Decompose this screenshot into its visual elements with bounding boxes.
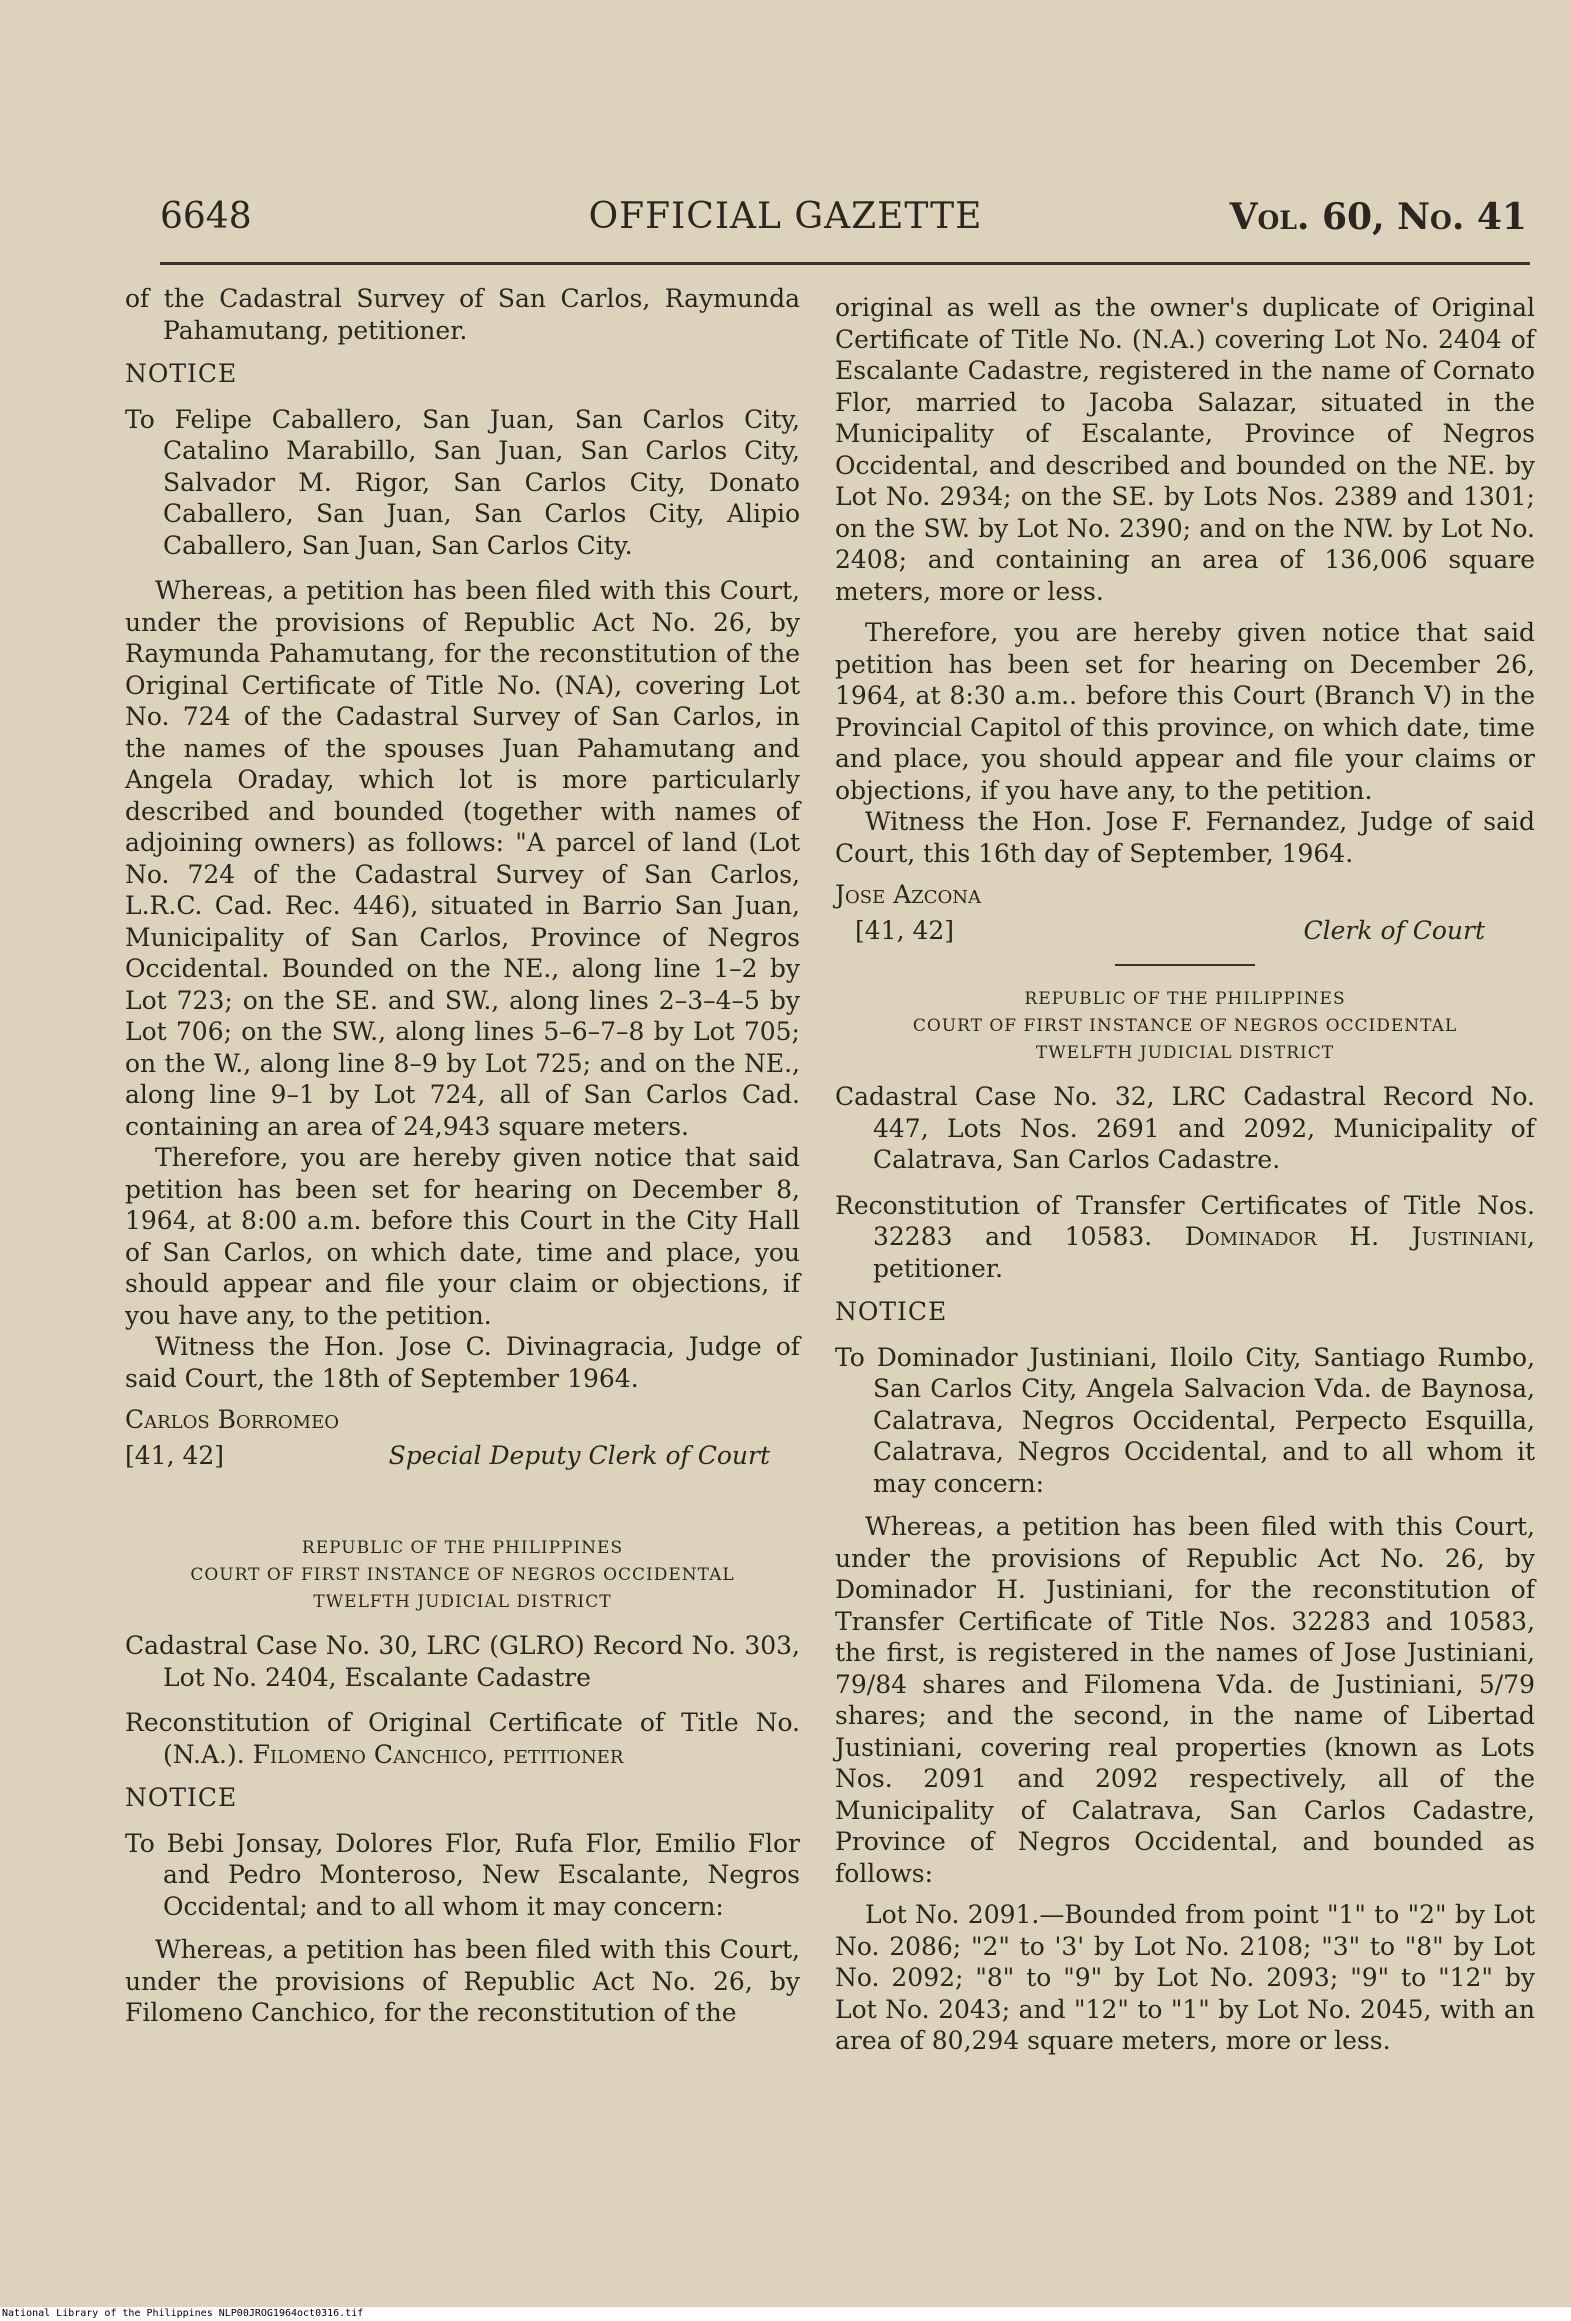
scan-footer: National Library of the Philippines NLP00JROG1964oct0316.tif	[0, 2307, 1571, 2321]
signature-block	[835, 915, 1535, 947]
reconstitution-text: Reconstitution of Original Certificate of Title No. (N.A.).	[125, 1708, 800, 1769]
petitioner-name: Dominador H. Justiniani,	[1184, 1222, 1535, 1251]
notice-heading: NOTICE	[125, 359, 238, 388]
whereas-paragraph: Whereas, a petition has been filed with this Court, under the provisions of Republic Act No. 26, by Raymunda Pahamutang, for the reconstitution of the Original Certificate of Title No. (NA), covering Lot No. 724 of the Cadastral Survey of San Carlos, in the names of the spouses Juan Pahamutang and Angela Oraday, which lot is more particularly described and bounded (together with names of adjoining owners) as follows: "A parcel of land (Lot No. 724 of the Cadastral Survey of San Carlos, L.R.C. Cad. Rec. 446), situated in Barrio San Juan, Municipality of San Carlos, Province of Negros Occidental. Bounded on the NE., along line 1–2 by Lot 723; on the SE. and SW., along lines 2–3–4–5 by Lot 706; on the SW., along lines 5–6–7–8 by Lot 705; on the W., along line 8–9 by Lot 725; and on the NE., along line 9–1 by Lot 724, all of San Carlos Cad. containing an area of 24,943 square meters.	[125, 576, 800, 1141]
whereas-paragraph: Whereas, a petition has been filed with this Court, under the provisions of Republic Act No. 26, by Filomeno Canchico, for the reconstitution of the	[125, 1935, 800, 2027]
signatory-title: Clerk of Court	[1303, 915, 1485, 945]
section-heading: REPUBLIC OF THE PHILIPPINES	[301, 1538, 624, 1558]
notice-heading: NOTICE	[125, 1783, 238, 1812]
section-heading: REPUBLIC OF THE PHILIPPINES	[1024, 989, 1346, 1009]
section-heading: COURT OF FIRST INSTANCE OF NEGROS OCCIDENTAL	[912, 1016, 1458, 1036]
header-rule	[160, 262, 1530, 265]
signature-block	[125, 1440, 800, 1472]
issue-reference: [41, 42]	[855, 915, 955, 945]
volume-number: Vol. 60, No. 41	[1229, 196, 1527, 238]
addressees: To Bebi Jonsay, Dolores Flor, Rufa Flor, Emilio Flor and Pedro Monteroso, New Escalante, Negros Occidental; and to all whom it may concern:	[125, 1828, 800, 1921]
reconstitution-title	[835, 1190, 1535, 1285]
reconstitution-text: Reconstitution of Transfer Certificates of Title Nos. 32283 and 10583.	[835, 1190, 1535, 1251]
petitioner-name: Filomeno Canchico, petitioner	[252, 1739, 624, 1769]
intro-text: of the Cadastral Survey of San Carlos, Raymunda Pahamutang, petitioner.	[125, 284, 800, 345]
section-heading: TWELFTH JUDICIAL DISTRICT	[313, 1592, 612, 1612]
issue-reference: [41, 42]	[125, 1440, 225, 1470]
petitioner-role: petitioner.	[873, 1253, 1003, 1283]
left-column	[125, 283, 800, 2029]
right-column	[835, 292, 1535, 2057]
whereas-paragraph: Whereas, a petition has been filed with this Court, under the provisions of Republic Act No. 26, by Dominador H. Justiniani, for the reconstitution of Transfer Certificate of Title Nos. 32283 and 10583, the first, is registered in the names of Jose Justiniani, 79/84 shares and Filomena Vda. de Justiniani, 5/79 shares; and the second, in the name of Libertad Justiniani, covering real properties (known as Lots Nos. 2091 and 2092 respectively, all of the Municipality of Calatrava, San Carlos Cadastre, Province of Negros Occidental, and bounded as follows:	[835, 1512, 1535, 1888]
notice-heading: NOTICE	[835, 1297, 948, 1326]
signatory-name: Carlos Borromeo	[125, 1405, 339, 1434]
section-heading: TWELFTH JUDICIAL DISTRICT	[1035, 1043, 1335, 1063]
gazette-title: OFFICIAL GAZETTE	[588, 196, 983, 237]
signatory-name: Jose Azcona	[835, 880, 982, 909]
reconstitution-title	[125, 1707, 800, 1770]
witness-paragraph: Witness the Hon. Jose F. Fernandez, Judge of said Court, this 16th day of September, 1964.	[835, 807, 1535, 868]
case-title: Cadastral Case No. 30, LRC (GLRO) Record No. 303, Lot No. 2404, Escalante Cadastre	[125, 1631, 800, 1692]
lot-description: Lot No. 2091.—Bounded from point "1" to "2" by Lot No. 2086; "2" to '3' by Lot No. 2108; "3" to "8" by Lot No. 2092; "8" to "9" by Lot No. 2093; "9" to "12" by Lot No. 2043; and "12" to "1" by Lot No. 2045, with an area of 80,294 square meters, more or less.	[835, 1900, 1535, 2055]
section-divider	[1115, 964, 1255, 966]
section-heading: COURT OF FIRST INSTANCE OF NEGROS OCCIDENTAL	[190, 1565, 735, 1585]
addressees: To Dominador Justiniani, Iloilo City, Santiago Rumbo, San Carlos City, Angela Salvacion Vda. de Baynosa, Calatrava, Negros Occidental, Perpecto Esquilla, Calatrava, Negros Occidental, and to all whom it may concern:	[835, 1342, 1535, 1498]
witness-paragraph: Witness the Hon. Jose C. Divinagracia, Judge of said Court, the 18th of September 1964.	[125, 1332, 800, 1393]
case-title: Cadastral Case No. 32, LRC Cadastral Record No. 447, Lots Nos. 2691 and 2092, Municipality of Calatrava, San Carlos Cadastre.	[835, 1082, 1535, 1174]
addressees: To Felipe Caballero, San Juan, San Carlos City, Catalino Marabillo, San Juan, San Carlos City, Salvador M. Rigor, San Carlos City, Donato Caballero, San Juan, San Carlos City, Alipio Caballero, San Juan, San Carlos City.	[125, 404, 800, 560]
continued-paragraph: original as well as the owner's duplicate of Original Certificate of Title No. (N.A.) covering Lot No. 2404 of Escalante Cadastre, registered in the name of Cornato Flor, married to Jacoba Salazar, situated in the Municipality of Escalante, Province of Negros Occidental, and described and bounded on the NE. by Lot No. 2934; on the SE. by Lots Nos. 2389 and 1301; on the SW. by Lot No. 2390; and on the NW. by Lot No. 2408; and containing an area of 136,006 square meters, more or less.	[835, 293, 1535, 606]
therefore-paragraph: Therefore, you are hereby given notice that said petition has been set for hearing on December 8, 1964, at 8:00 a.m. before this Court in the City Hall of San Carlos, on which date, time and place, you should appear and file your claim or objections, if you have any, to the petition.	[125, 1143, 800, 1330]
therefore-paragraph: Therefore, you are hereby given notice that said petition has been set for hearing on December 26, 1964, at 8:30 a.m.. before this Court (Branch V) in the Provincial Capitol of this province, on which date, time and place, you should appear and file your claims or objections, if you have any, to the petition.	[835, 618, 1535, 805]
page-number: 6648	[160, 196, 252, 237]
signatory-title: Special Deputy Clerk of Court	[388, 1440, 770, 1470]
